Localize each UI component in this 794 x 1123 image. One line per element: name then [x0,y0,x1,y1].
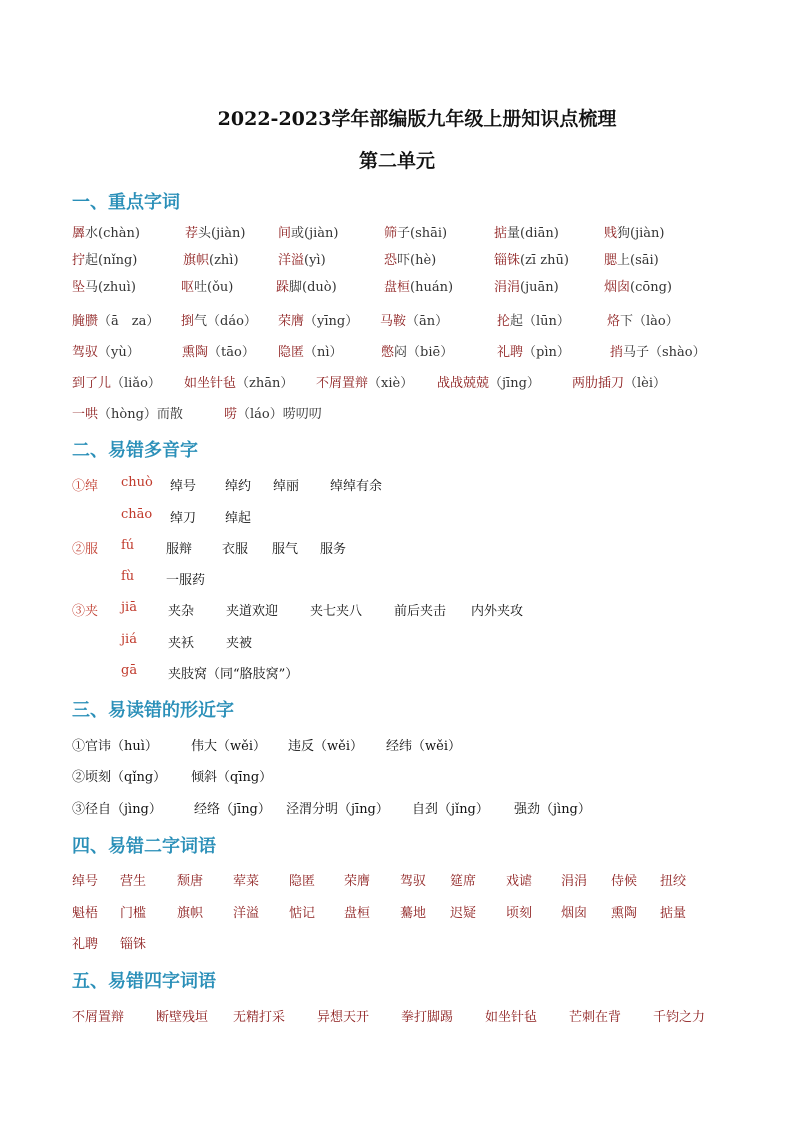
two-char-word: 熏陶 [611,906,638,921]
pinyin: 子(shāi) [397,226,448,241]
pinyin: (zī zhū) [520,253,569,268]
polyphone-pinyin: jiá [121,632,137,647]
key-word-entry [72,372,161,391]
polyphone-word: 绰约 [225,479,252,494]
polyphone-word: 夹肢窝（同“胳肢窝”） [168,667,299,682]
two-char-word: 洋溢 [233,906,260,921]
pinyin: （ā za） [98,314,160,329]
two-char-word: 绰号 [72,874,99,889]
similar-char-entry: 违反（wěi） [288,739,363,754]
polyphone-char: ②服 [72,542,99,557]
pinyin: 起(nǐng) [85,253,138,268]
key-word: 荐 [185,226,199,241]
pinyin: （xiè） [368,376,414,391]
pinyin: （pìn） [523,345,570,360]
key-word-entry [607,310,679,329]
polyphone-word: 夹被 [226,636,253,651]
pinyin: （jīng） [489,376,540,391]
key-word: 羼 [72,226,86,241]
two-char-word: 顷刻 [506,906,533,921]
similar-char-entry: 泾渭分明（jīng） [286,802,389,817]
similar-char-entry: ③径自（jìng） [72,802,162,817]
key-word-entry [276,276,337,295]
polyphone-word: 绰起 [225,511,252,526]
key-word: 跺 [276,280,290,295]
pinyin: （yīng） [304,314,359,329]
pinyin: （liǎo） [111,376,161,391]
key-word-entry [182,341,255,360]
pinyin: 上(sāi) [617,253,659,268]
key-words-row [0,310,794,332]
four-char-words-row [0,1006,794,1028]
key-word: 到了儿 [72,376,112,391]
two-char-word: 掂量 [660,906,687,921]
similar-char-entry: ②顷刻（qǐng） [72,770,167,785]
pinyin: （tāo） [208,345,255,360]
pinyin: (cōng) [630,280,672,295]
four-char-word: 无精打采 [233,1010,286,1025]
two-char-word: 扭绞 [660,874,687,889]
key-word: 捯 [181,314,195,329]
polyphone-word: 夹袄 [168,636,195,651]
pinyin: 气（dáo） [194,314,257,329]
key-word: 恐 [384,253,398,268]
section-heading-two-char-words: 四、易错二字词语 [72,836,216,857]
pinyin: （nì） [304,345,343,360]
two-char-word: 烟囱 [561,906,588,921]
key-word-entry [72,403,183,422]
polyphone-word: 夹杂 [168,604,195,619]
similar-chars-row [0,766,794,788]
key-word: 涓涓 [494,280,521,295]
key-word: 洋溢 [278,253,305,268]
section-heading-polyphones: 二、易错多音字 [72,440,198,461]
pinyin: 闷（biē） [394,345,454,360]
two-char-word: 驀地 [400,906,427,921]
document-title: 2022-2023学年部编版九年级上册知识点梳理 [217,108,617,130]
key-word: 驾驭 [72,345,99,360]
key-word: 礼聘 [497,345,524,360]
pinyin: (huán) [410,280,454,295]
key-word-entry [610,341,706,360]
key-word-entry [278,222,338,241]
key-word-entry [278,310,358,329]
key-word-entry [604,249,659,268]
two-char-word: 迟疑 [450,906,477,921]
key-word-entry [497,341,570,360]
key-word-entry [497,310,570,329]
pinyin: （yù） [98,345,140,360]
document-subtitle: 第二单元 [358,150,435,172]
key-word-entry [494,249,569,268]
pinyin: 马(zhuì) [85,280,136,295]
four-char-word: 不屑置辩 [72,1010,125,1025]
pinyin: （ān） [406,314,449,329]
similar-chars-row [0,735,794,757]
two-char-word: 惦记 [289,906,316,921]
key-word: 筛 [384,226,398,241]
key-word-entry [384,249,436,268]
similar-char-entry: 倾斜（qīng） [191,770,273,785]
polyphone-char: ①绰 [72,479,99,494]
polyphone-word: 一服药 [166,573,206,588]
similar-char-entry: 经络（jīng） [194,802,271,817]
key-word-entry [604,276,672,295]
key-words-row [0,372,794,394]
pinyin: （lèi） [624,376,667,391]
key-words-row [0,249,794,271]
key-word: 抡 [497,314,511,329]
key-word: 烟囱 [604,280,631,295]
key-word-entry [381,341,453,360]
two-char-word: 盘桓 [344,906,371,921]
similar-char-entry: 自刭（jǐng） [412,802,489,817]
key-word: 马鞍 [380,314,407,329]
polyphone-word: 前后夹击 [394,604,447,619]
polyphone-pinyin: chāo [121,507,153,522]
polyphone-pinyin: chuò [121,475,153,490]
polyphone-row [0,475,794,497]
pinyin: 水(chàn) [85,226,140,241]
pinyin: 吐(ǒu) [194,280,234,295]
key-words-row [0,222,794,244]
two-char-word: 筵席 [450,874,477,889]
two-char-word: 营生 [120,874,147,889]
key-word-entry [437,372,540,391]
key-word: 间 [278,226,292,241]
two-char-word: 锱铢 [120,937,147,952]
four-char-word: 拳打脚踢 [401,1010,454,1025]
polyphone-word: 衣服 [222,542,249,557]
two-char-words-row [0,870,794,892]
pinyin: 狗(jiàn) [617,226,665,241]
two-char-word: 门槛 [120,906,147,921]
key-word: 战战兢兢 [437,376,490,391]
key-word-entry [278,249,326,268]
key-word-entry [185,222,245,241]
pinyin: 起（lūn） [510,314,570,329]
pinyin: （zhān） [236,376,294,391]
two-char-word: 侍候 [611,874,638,889]
pinyin: 或(jiàn) [291,226,339,241]
pinyin: （hòng）而散 [98,407,183,422]
polyphone-row [0,538,794,560]
two-char-words-row [0,933,794,955]
polyphone-pinyin: gā [121,663,138,678]
polyphone-word: 服务 [320,542,347,557]
polyphone-word: 绰绰有余 [330,479,383,494]
pinyin: (zhì) [209,253,239,268]
polyphone-row [0,600,794,622]
key-word: 腮 [604,253,618,268]
polyphone-row [0,632,794,654]
pinyin: 量(diān) [507,226,559,241]
key-word: 两肋插刀 [572,376,625,391]
key-word: 荣膺 [278,314,305,329]
key-word-entry [316,372,413,391]
key-word-entry [72,249,137,268]
similar-char-entry: ①官讳（huì） [72,739,158,754]
polyphone-word: 内外夹攻 [471,604,524,619]
key-word-entry [572,372,666,391]
four-char-word: 异想天开 [317,1010,370,1025]
polyphone-row [0,663,794,685]
key-word: 盘桓 [384,280,411,295]
pinyin: 下（lào） [620,314,679,329]
key-word: 一哄 [72,407,99,422]
pinyin: （láo）唠叨叨 [237,407,322,422]
key-word: 坠 [72,280,86,295]
two-char-word: 戏谑 [506,874,533,889]
four-char-word: 芒刺在背 [569,1010,622,1025]
key-word-entry [384,276,453,295]
key-words-row [0,276,794,298]
key-word-entry [604,222,664,241]
two-char-word: 荤菜 [233,874,260,889]
key-word-entry [72,341,140,360]
section-heading-four-char-words: 五、易错四字词语 [72,971,216,992]
four-char-word: 断壁残垣 [156,1010,209,1025]
two-char-word: 魁梧 [72,906,99,921]
key-word: 呕 [181,280,195,295]
key-word-entry [184,372,293,391]
pinyin: 脚(duò) [289,280,337,295]
key-word: 贱 [604,226,618,241]
key-word-entry [72,222,140,241]
polyphone-char: ③夹 [72,604,99,619]
similar-char-entry: 强劲（jìng） [514,802,591,817]
two-char-word: 驾驭 [400,874,427,889]
key-words-row [0,403,794,425]
two-char-words-row [0,902,794,924]
key-word: 烙 [607,314,621,329]
two-char-word: 涓涓 [561,874,588,889]
key-word-entry [278,341,343,360]
two-char-word: 隐匿 [289,874,316,889]
key-word: 拧 [72,253,86,268]
key-word: 掂 [494,226,508,241]
two-char-word: 荣膺 [344,874,371,889]
key-word: 锱铢 [494,253,521,268]
key-word: 憋 [381,345,395,360]
key-word: 唠 [224,407,238,422]
polyphone-word: 夹七夹八 [310,604,363,619]
key-word-entry [494,276,559,295]
four-char-word: 千钧之力 [653,1010,706,1025]
key-word-entry [183,249,239,268]
pinyin: (juān) [520,280,559,295]
polyphone-pinyin: fú [121,538,135,553]
pinyin: 吓(hè) [397,253,437,268]
polyphone-row [0,507,794,529]
section-heading-key-words: 一、重点字词 [72,192,180,213]
key-word: 捎 [610,345,624,360]
polyphone-word: 夹道欢迎 [226,604,279,619]
key-word-entry [72,276,136,295]
key-words-row [0,341,794,363]
two-char-word: 旗帜 [177,906,204,921]
polyphone-row [0,569,794,591]
key-word-entry [224,403,322,422]
key-word: 旗帜 [183,253,210,268]
similar-char-entry: 伟大（wěi） [191,739,266,754]
key-word: 不屑置辩 [316,376,369,391]
section-heading-similar-chars: 三、易读错的形近字 [72,700,234,721]
polyphone-word: 绰号 [170,479,197,494]
key-word-entry [494,222,559,241]
key-word-entry [384,222,447,241]
four-char-word: 如坐针毡 [485,1010,538,1025]
key-word-entry [72,310,159,329]
pinyin: 头(jiàn) [198,226,246,241]
polyphone-word: 绰丽 [273,479,300,494]
key-word-entry [181,276,233,295]
polyphone-pinyin: jiā [121,600,137,615]
similar-char-entry: 经纬（wěi） [386,739,461,754]
key-word: 熏陶 [182,345,209,360]
key-word-entry [380,310,448,329]
two-char-word: 颓唐 [177,874,204,889]
key-word: 腌臜 [72,314,99,329]
polyphone-word: 绰刀 [170,511,197,526]
polyphone-word: 服辩 [166,542,193,557]
pinyin: 马子（shào） [623,345,706,360]
key-word: 隐匿 [278,345,305,360]
key-word-entry [181,310,257,329]
similar-chars-row [0,798,794,820]
polyphone-pinyin: fù [121,569,135,584]
two-char-word: 礼聘 [72,937,99,952]
polyphone-word: 服气 [272,542,299,557]
key-word: 如坐针毡 [184,376,237,391]
pinyin: (yì) [304,253,326,268]
